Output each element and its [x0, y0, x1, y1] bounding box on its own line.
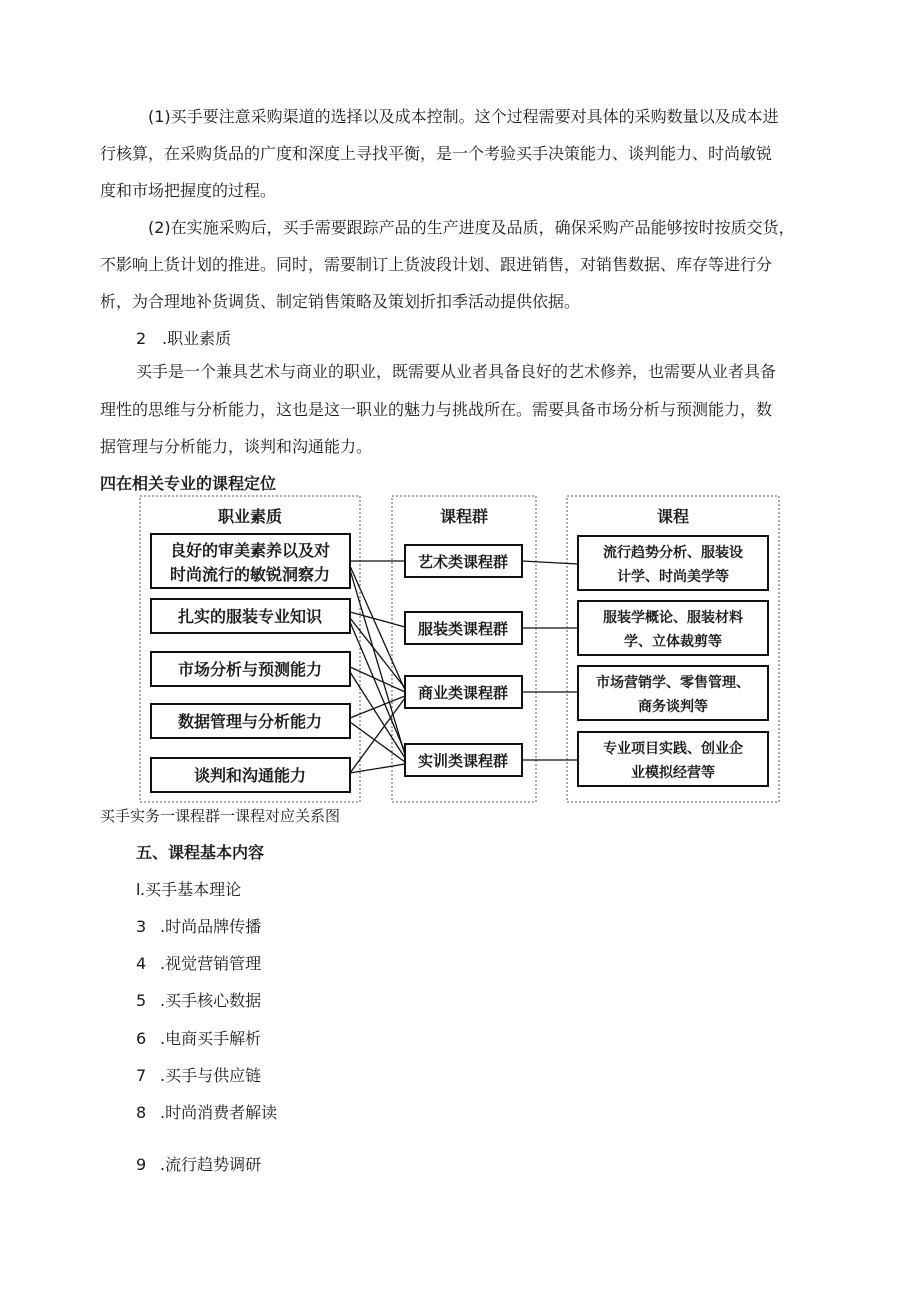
group-2-label: 服装类课程群 — [417, 620, 509, 638]
course-3-line-1: 市场营销学、零售管理、 — [596, 675, 750, 691]
quality-box-5 — [151, 758, 350, 792]
connector-q5-g4 — [350, 764, 405, 773]
connector-lines — [350, 561, 578, 773]
quality-1-line-2: 时尚流行的敏锐洞察力 — [169, 565, 331, 584]
course-box-1 — [578, 536, 768, 590]
section-2-number: 2 — [136, 329, 147, 348]
quality-box-4 — [151, 704, 350, 738]
paragraph-2-line-1: (2)在实施采购后，买手需要跟踪产品的生产进度及品质，确保采购产品能够按时按质交货， — [148, 218, 795, 237]
paragraph-2-line-3: 析，为合理地补货调货、制定销售策略及策划折扣季活动提供依据。 — [100, 292, 581, 311]
course-4-line-2: 业模拟经营等 — [631, 765, 715, 781]
paragraph-2-line-2: 不影响上货计划的推进。同时，需要制订上货波段计划、跟进销售，对销售数据、库存等进行分 — [100, 255, 773, 274]
list-item-8-text: .流行趋势调研 — [160, 1155, 262, 1174]
connector-q5-g3 — [350, 698, 405, 773]
paragraph-1-line-1: (1)买手要注意采购渠道的选择以及成本控制。这个过程需要对具体的采购数量以及成本进 — [148, 107, 779, 126]
group-box-2 — [405, 612, 522, 644]
connector-g1-c1 — [522, 561, 578, 564]
list-item-3-text: .视觉营销管理 — [160, 954, 262, 973]
paragraph-3-line-1: 买手是一个兼具艺术与商业的职业，既需要从业者具备良好的艺术修养，也需要从业者具备 — [136, 362, 777, 381]
section-4-heading: 四在相关专业的课程定位 — [100, 474, 277, 493]
list-item-2-text: .时尚品牌传播 — [160, 917, 262, 936]
connector-q2-g2 — [350, 612, 405, 627]
paragraph-3-line-2: 理性的思维与分析能力，这也是这一职业的魅力与挑战所在。需要具备市场分析与预测能力，数 — [100, 400, 773, 419]
group-1-label: 艺术类课程群 — [417, 553, 509, 571]
section-2-title: .职业素质 — [162, 329, 232, 348]
list-item-6-number: 7 — [136, 1066, 147, 1085]
diagram-caption: 买手实务一课程群一课程对应关系图 — [100, 807, 341, 825]
group-box-3 — [405, 676, 522, 708]
course-4-line-1: 专业项目实践、创业企 — [603, 741, 743, 757]
course-1-line-2: 计学、时尚美学等 — [617, 569, 729, 585]
list-item-1-text: .买手基本理论 — [140, 880, 242, 899]
quality-1-line-1: 良好的审美素养以及对 — [169, 541, 331, 560]
list-item-7-text: .时尚消费者解读 — [160, 1103, 278, 1122]
quality-2-label: 扎实的服装专业知识 — [177, 607, 323, 626]
group-4-label: 实训类课程群 — [417, 752, 509, 770]
list-item-4-text: .买手核心数据 — [160, 991, 262, 1010]
paragraph-3-line-3: 据管理与分析能力，谈判和沟通能力。 — [100, 437, 373, 456]
course-3-line-2: 商务谈判等 — [638, 699, 708, 715]
group-3-label: 商业类课程群 — [417, 684, 509, 702]
section-5-heading: 五、课程基本内容 — [136, 843, 265, 862]
quality-box-3 — [151, 652, 350, 686]
quality-box-2 — [151, 599, 350, 633]
list-item-1-number: l — [136, 880, 141, 899]
column-title-courses: 课程 — [656, 507, 690, 526]
quality-3-label: 市场分析与预测能力 — [177, 660, 323, 679]
course-2-line-2: 学、立体裁剪等 — [624, 634, 722, 650]
list-item-7-number: 8 — [136, 1103, 147, 1122]
course-2-line-1: 服装学概论、服装材料 — [603, 610, 743, 626]
paragraph-1-line-3: 度和市场把握度的过程。 — [100, 181, 277, 200]
list-item-2-number: 3 — [136, 917, 147, 936]
list-item-6-text: .买手与供应链 — [160, 1066, 262, 1085]
list-item-5-number: 6 — [136, 1029, 147, 1048]
course-box-2 — [578, 601, 768, 655]
column-title-qualities: 职业素质 — [217, 507, 283, 526]
course-1-line-1: 流行趋势分析、服装设 — [603, 545, 743, 561]
connector-q2-g4 — [350, 622, 405, 752]
list-item-5-text: .电商买手解析 — [160, 1029, 262, 1048]
list-item-4-number: 5 — [136, 991, 147, 1010]
quality-5-label: 谈判和沟通能力 — [193, 766, 307, 785]
group-box-4 — [405, 744, 522, 776]
quality-4-label: 数据管理与分析能力 — [177, 712, 323, 731]
list-item-8-number: 9 — [136, 1155, 147, 1174]
list-item-3-number: 4 — [136, 954, 147, 973]
paragraph-1-line-2: 行核算，在采购货品的广度和深度上寻找平衡，是一个考验买手决策能力、谈判能力、时尚敏锐 — [100, 144, 773, 163]
group-box-1 — [405, 545, 522, 577]
course-box-4 — [578, 732, 768, 786]
column-title-groups: 课程群 — [439, 507, 489, 526]
course-box-3 — [578, 666, 768, 720]
quality-box-1 — [151, 534, 350, 588]
